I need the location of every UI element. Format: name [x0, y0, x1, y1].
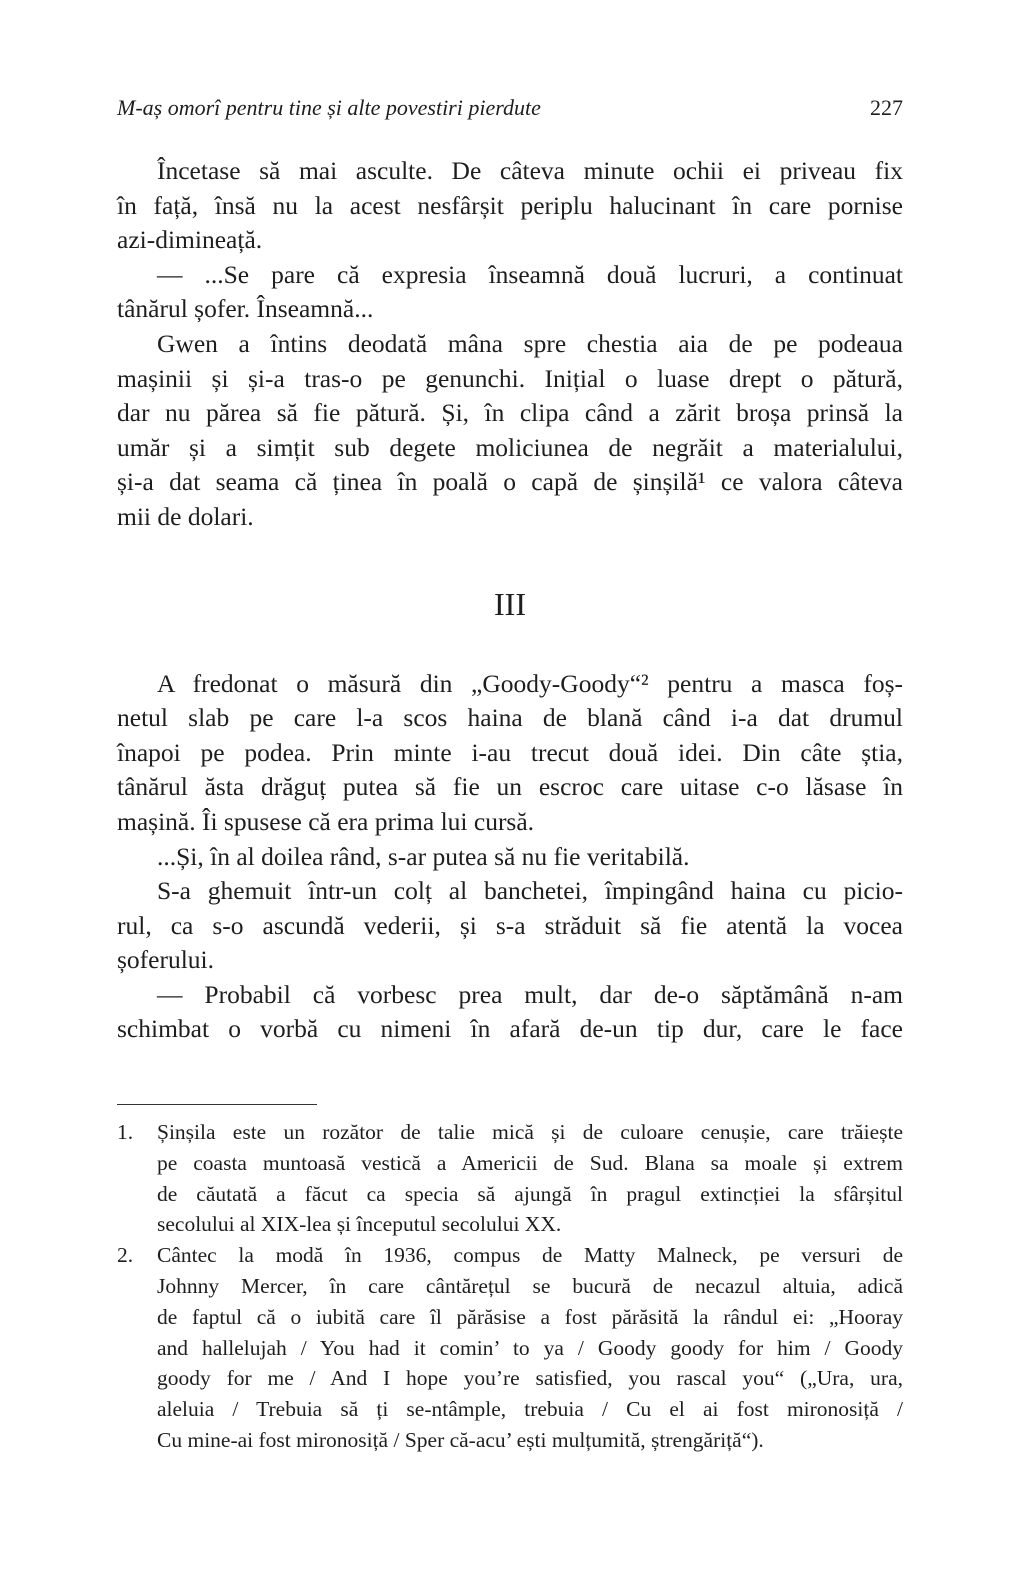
text-line: șoferului.	[117, 945, 215, 975]
text-line: tânărul ăsta drăguț putea să fie un escroc care uitase c-o lăsase în	[117, 772, 903, 802]
paragraph	[117, 327, 903, 535]
text-line: rul, ca s-o ascundă vederii, și s-a străduit să fie atentă la vocea	[117, 910, 903, 940]
text-before-section	[117, 154, 903, 535]
body-text	[117, 154, 903, 1047]
text-line: ...Și, în al doilea rând, s-ar putea să nu fie veritabilă.	[157, 841, 690, 871]
text-line: mașină. Îi spusese că era prima lui cursă.	[117, 806, 535, 836]
text-line: mașinii și și-a tras-o pe genunchi. Inițial o luase drept o pătură,	[117, 363, 903, 393]
page-number: 227	[870, 95, 903, 120]
footnote-line: goody for me / And I hope you’re satisfied, you rascal you“ („Ura, ura,	[157, 1366, 903, 1391]
footnote-line: Cu mine-ai fost mironosiță / Sper că-acu’ ești mulțumită, ștrengăriță“).	[157, 1427, 764, 1452]
paragraph	[117, 258, 903, 327]
paragraph	[117, 667, 903, 840]
text-line: Încetase să mai asculte. De câteva minute ochii ei priveau fix	[157, 156, 903, 185]
text-line: S-a ghemuit într-un colț al banchetei, împingând haina cu picio-	[157, 876, 903, 906]
text-line: Gwen a întins deodată mâna spre chestia aia de pe podeaua	[157, 328, 903, 358]
footnote-number: 1.	[117, 1120, 134, 1144]
footnote-line: de căutată a făcut ca specia să ajungă în pragul extincției la sfârșitul	[157, 1181, 903, 1206]
footnote-line: Johnny Mercer, în care cântărețul se bucură de necazul altuia, adică	[157, 1273, 903, 1298]
running-header	[117, 95, 903, 127]
text-line: și-a dat seama că ținea în poală o capă de șinșilă¹ ce valora câteva	[117, 467, 903, 497]
footnote-line: and hallelujah / You had it comin’ to ya / Goody goody for him / Goody	[157, 1335, 903, 1360]
text-line: netul slab pe care l-a scos haina de blană când i-a dat drumul	[117, 703, 903, 733]
book-title: M-aș omorî pentru tine și alte povestiri pierdute	[117, 95, 541, 120]
text-line: schimbat o vorbă cu nimeni în afară de-un tip dur, care le face	[117, 1014, 903, 1044]
text-line: tânărul șofer. Înseamnă...	[117, 294, 374, 324]
footnote-line: secolului al XIX-lea și începutul secolului XX.	[157, 1212, 562, 1237]
text-line: azi-dimineață.	[117, 225, 263, 255]
text-line: mii de dolari.	[117, 501, 254, 531]
footnote-number: 2.	[117, 1243, 134, 1268]
footnote-line: pe coasta muntoasă vestică a Americii de Sud. Blana sa moale și extrem	[157, 1150, 903, 1175]
text-line: A fredonat o măsură din „Goody-Goody“² pentru a masca foș-	[157, 668, 903, 698]
paragraph	[117, 978, 903, 1047]
paragraph	[117, 874, 903, 978]
footnote-line: Cântec la modă în 1936, compus de Matty Malneck, pe versuri de	[157, 1243, 903, 1268]
footnote	[117, 1240, 903, 1456]
paragraph	[117, 840, 903, 875]
section-heading: III	[494, 585, 526, 622]
footnote-line: aleluia / Trebuia să ți se-ntâmple, trebuia / Cu el ai fost mironosiță /	[157, 1397, 903, 1422]
paragraph	[117, 154, 903, 258]
text-line: înapoi pe podea. Prin minte i-au trecut două idei. Din câte știa,	[117, 737, 903, 767]
footnotes	[117, 1117, 903, 1456]
text-line: — ...Se pare că expresia înseamnă două lucruri, a continuat	[157, 259, 903, 289]
footnote-line: Șinșila este un rozător de talie mică și de culoare cenușie, care trăiește	[157, 1120, 903, 1144]
text-line: dar nu părea să fie pătură. Și, în clipa când a zărit broșa prinsă la	[117, 398, 903, 428]
text-line: umăr și a simțit sub degete moliciunea de negrăit a materialului,	[117, 432, 903, 462]
text-line: în față, însă nu la acest nesfârșit periplu halucinant în care pornise	[117, 190, 903, 220]
footnote-divider	[117, 1104, 317, 1105]
footnote-line: de faptul că o iubită care îl părăsise a fost părăsită la rândul ei: „Hooray	[157, 1304, 903, 1329]
text-after-section	[117, 667, 903, 1048]
text-line: — Probabil că vorbesc prea mult, dar de-o săptămână n-am	[157, 979, 903, 1009]
footnote	[117, 1117, 903, 1240]
